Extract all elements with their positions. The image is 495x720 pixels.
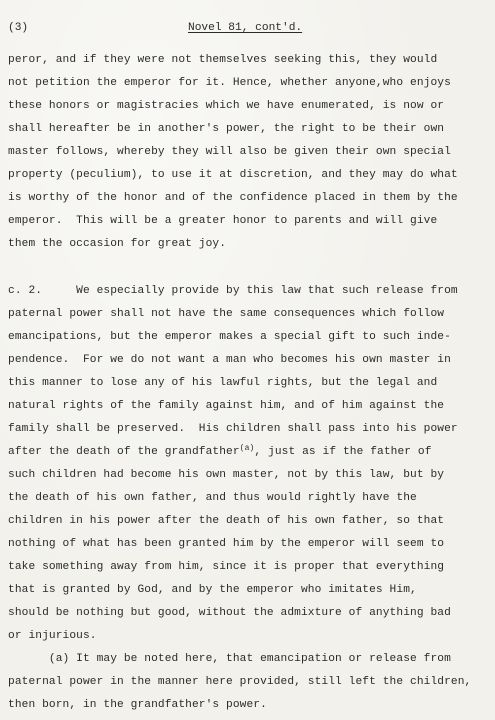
text-line: natural rights of the family against him, and of him against the [8,400,445,412]
paragraph-section-c2 [8,280,492,648]
text-line: emancipations, but the emperor makes a special gift to such inde- [8,331,451,343]
running-head: Novel 81, cont'd. [188,22,303,34]
text-line: c. 2. We especially provide by this law that such release from [8,285,458,297]
paragraph-1 [8,49,492,256]
text-line: children in his power after the death of his own father, so that [8,515,445,527]
text-line: should be nothing but good, without the admixture of anything bad [8,607,451,619]
text-line: that is granted by God, and by the emperor who imitates Him, [8,584,417,596]
text-line: is worthy of the honor and of the confidence placed in them by the [8,192,458,204]
text-line: these honors or magistracies which we have enumerated, is now or [8,100,445,112]
body-text [8,49,492,717]
text-line: paternal power shall not have the same consequences which follow [8,308,445,320]
text-line: master follows, whereby they will also be given their own special [8,146,451,158]
footnote-reference: (a) [239,444,255,453]
text-line: take something away from him, since it is proper that everything [8,561,445,573]
footnote-line: (a) It may be noted here, that emancipation or release from [8,653,451,665]
footnote-line: paternal power in the manner here provided, still left the children, [8,676,472,688]
text-line: them the occasion for great joy. [8,238,227,250]
page-number: (3) [8,22,29,34]
text-line: such children had become his own master, not by this law, but by [8,469,445,481]
footnote [8,648,492,717]
text-line: this manner to lose any of his lawful rights, but the legal and [8,377,438,389]
text-line: peror, and if they were not themselves seeking this, they would [8,54,438,66]
page-header [8,20,488,36]
text-line: the death of his own father, and thus would rightly have the [8,492,417,504]
text-line: pendence. For we do not want a man who becomes his own master in [8,354,451,366]
text-line: emperor. This will be a greater honor to parents and will give [8,215,438,227]
text-line: property (peculium), to use it at discretion, and they may do what [8,169,458,181]
text-segment: , just as if the father of [254,446,432,458]
footnote-line: then born, in the grandfather's power. [8,699,267,711]
text-line: or injurious. [8,630,97,642]
text-line-with-footnote-ref [8,441,492,464]
text-line: not petition the emperor for it. Hence, whether anyone,who enjoys [8,77,451,89]
text-line: nothing of what has been granted him by the emperor will seem to [8,538,445,550]
text-line: shall hereafter be in another's power, the right to be their own [8,123,445,135]
text-line: family shall be preserved. His children shall pass into his power [8,423,458,435]
text-segment: after the death of the grandfather [8,446,240,458]
